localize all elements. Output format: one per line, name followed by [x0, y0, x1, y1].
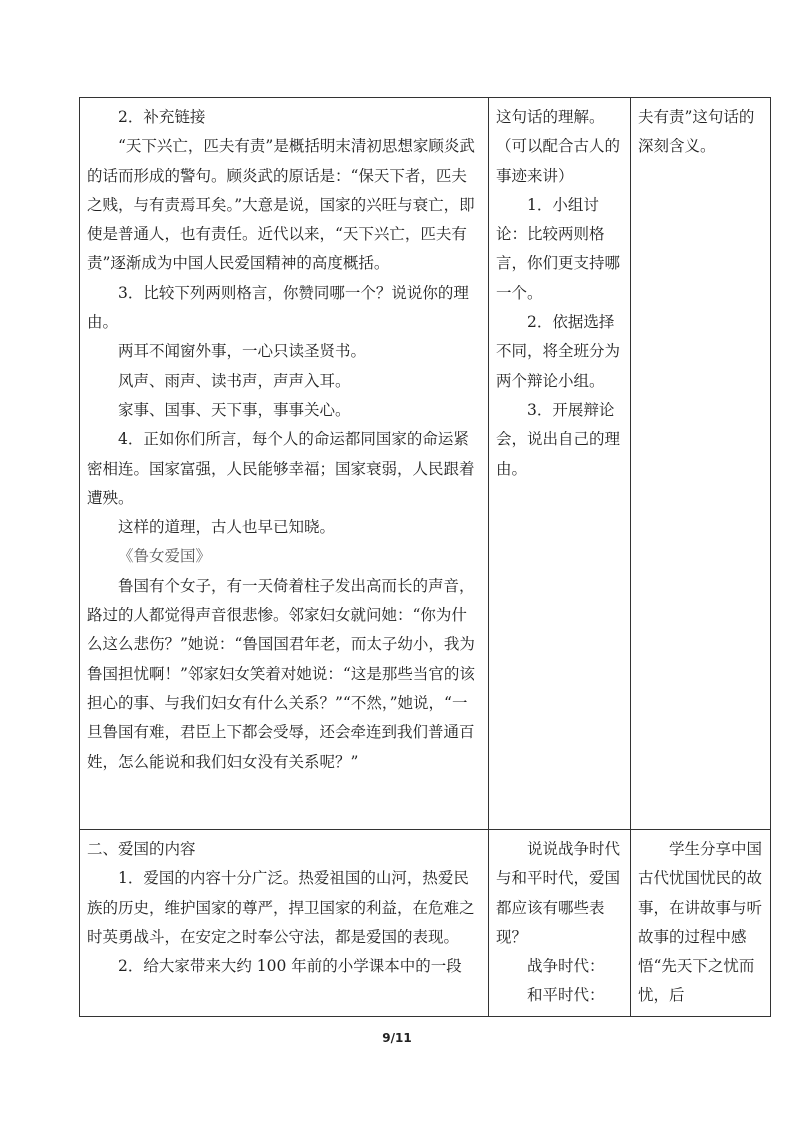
paragraph: 4．正如你们所言，每个人的命运都同国家的命运紧密相连。国家富强，人民能够幸福；国家衰弱，人民跟着遭殃。	[87, 430, 475, 507]
paragraph: 2．给大家带来大约 100 年前的小学课本中的一段	[118, 957, 462, 976]
student-activity-cell	[489, 98, 631, 830]
paragraph: 2．补充链接	[118, 108, 206, 126]
paragraph: 说说战争时代与和平时代，爱国都应该有哪些表现？	[496, 840, 621, 946]
paragraph: 家事、国事、天下事，事事关心。	[118, 400, 351, 419]
table-row	[80, 98, 771, 830]
paragraph: 学生分享中国古代忧国忧民的故事，在讲故事与听故事的过程中感悟“先天下之忧而忧，后	[638, 840, 763, 1005]
content-cell	[80, 830, 489, 1017]
paragraph: 1．爱国的内容十分广泛。热爱祖国的山河，热爱民族的历史，维护国家的尊严，捍卫国家的利益，在危难之时英勇战斗，在安定之时奉公守法，都是爱国的表现。	[87, 869, 475, 946]
paragraph: 战争时代：	[527, 957, 605, 976]
paragraph: 《鲁女爱国》	[118, 547, 212, 566]
student-activity-cell	[489, 830, 631, 1017]
paragraph: “天下兴亡，匹夫有责”是概括明末清初思想家顾炎武的话而形成的警句。顾炎武的原话是：“保天下者，匹夫之贱，与有责焉耳矣。”大意是说，国家的兴旺与衰亡，即使是普通人，也有责任。近代以来，“天下兴亡，匹夫有责”逐渐成为中国人民爱国精神的高度概括。	[87, 137, 475, 273]
paragraph: 和平时代：	[527, 986, 605, 1005]
content-cell	[80, 98, 489, 830]
paragraph: 二、爱国的内容	[87, 840, 196, 858]
table-row	[80, 830, 771, 1017]
paragraph: 这句话的理解。（可以配合古人的事迹来讲）	[496, 108, 621, 185]
paragraph: 2．依据选择不同，将全班分为两个辩论小组。	[496, 313, 621, 390]
paragraph: 这样的道理，古人也早已知晓。	[118, 518, 336, 537]
paragraph: 3．开展辩论会，说出自己的理由。	[496, 400, 621, 478]
paragraph: 夫有责”这句话的深刻含义。	[638, 108, 755, 156]
paragraph: 两耳不闻窗外事，一心只读圣贤书。	[118, 342, 367, 361]
paragraph: 3．比较下列两则格言，你赞同哪一个？说说你的理由。	[87, 283, 469, 332]
design-intent-cell	[631, 830, 771, 1017]
paragraph: 风声、雨声、读书声，声声入耳。	[118, 371, 351, 390]
design-intent-cell	[631, 98, 771, 830]
page-number: 9/11	[382, 1031, 412, 1045]
paragraph: 1．小组讨论：比较两则格言，你们更支持哪一个。	[496, 195, 621, 302]
paragraph: 鲁国有个女子，有一天倚着柱子发出高而长的声音，路过的人都觉得声音很悲惨。邻家妇女就问她：“你为什么这么悲伤？”她说：“鲁国国君年老，而太子幼小，我为鲁国担忧啊！”邻家妇女笑着对她说：“这是那些当官的该担心的事、与我们妇女有什么关系？”“不然，”她说，“一旦鲁国有难，君臣上下都会受辱，还会牵连到我们普通百姓，怎么能说和我们妇女没有关系呢？”	[87, 576, 475, 771]
lesson-plan-table	[79, 97, 771, 1017]
